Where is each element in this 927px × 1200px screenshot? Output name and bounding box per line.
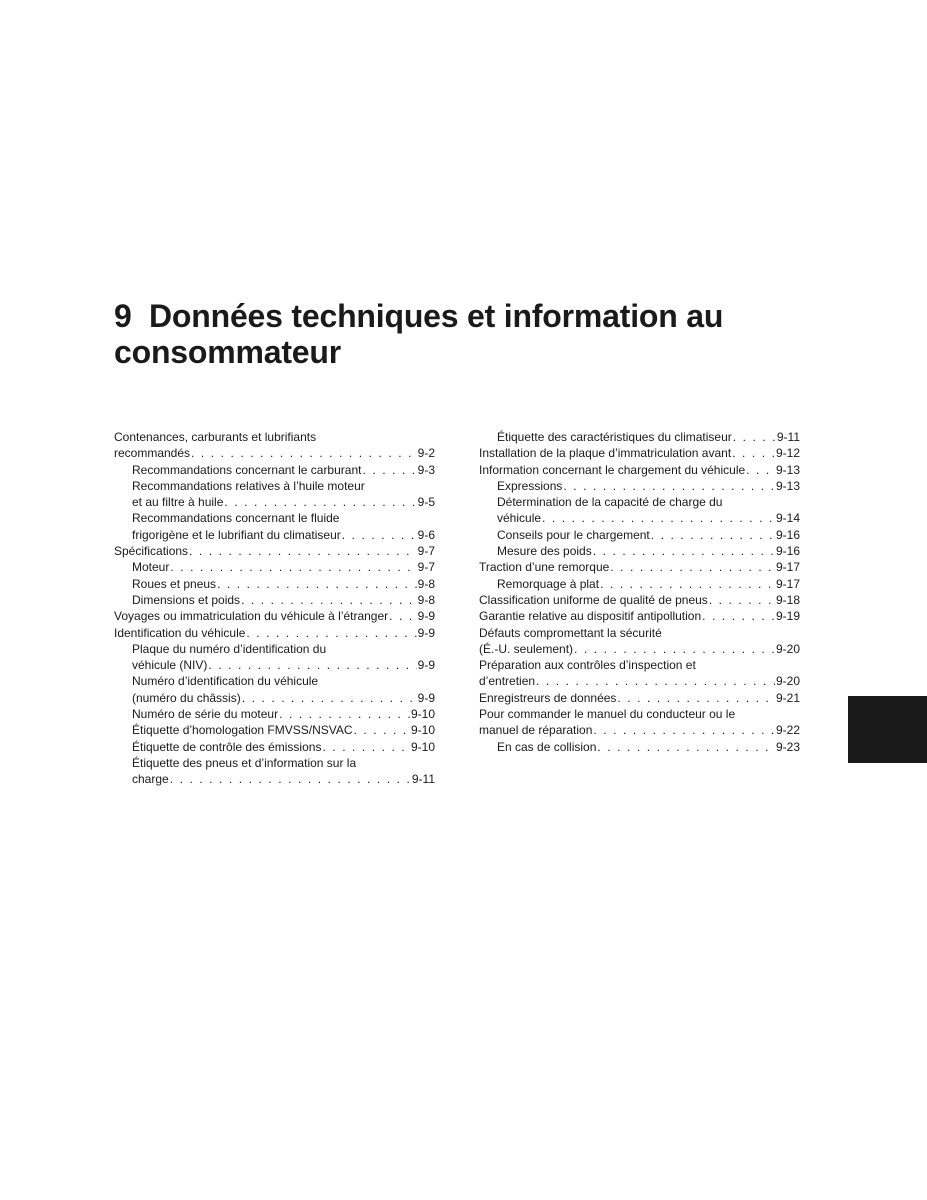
toc-entry-line bbox=[114, 625, 435, 641]
toc-entry-text: (numéro du châssis) bbox=[132, 690, 241, 705]
dot-leader bbox=[593, 543, 775, 559]
dot-leader bbox=[617, 690, 775, 706]
toc-entry[interactable] bbox=[114, 510, 435, 543]
toc-entry-line bbox=[479, 608, 800, 624]
toc-entry[interactable] bbox=[114, 608, 435, 624]
toc-page-number: 9-22 bbox=[775, 723, 800, 738]
toc-entry[interactable] bbox=[479, 462, 800, 478]
toc-entry-text: d’entretien bbox=[479, 674, 536, 689]
toc-entry[interactable] bbox=[479, 527, 800, 543]
toc-page-number: 9-9 bbox=[417, 625, 435, 640]
toc-entry-text: Roues et pneus bbox=[132, 576, 217, 591]
toc-entry-text: (É.-U. seulement) bbox=[479, 641, 574, 656]
toc-entry[interactable] bbox=[479, 445, 800, 461]
toc-entry-text: manuel de réparation bbox=[479, 723, 593, 738]
toc-entry-text: Identification du véhicule bbox=[114, 625, 246, 640]
dot-leader bbox=[354, 722, 410, 738]
toc-entry-text: Détermination de la capacité de charge du bbox=[497, 495, 723, 510]
dot-leader bbox=[709, 592, 775, 608]
toc-page-number: 9-13 bbox=[775, 462, 800, 477]
toc-page-number: 9-9 bbox=[417, 658, 435, 673]
toc-entry[interactable] bbox=[114, 673, 435, 706]
toc-entry[interactable] bbox=[479, 576, 800, 592]
toc-entry-line bbox=[497, 543, 800, 559]
toc-entry-line bbox=[132, 771, 435, 787]
dot-leader bbox=[610, 559, 775, 575]
toc-left-column bbox=[114, 429, 435, 788]
toc-entry[interactable] bbox=[479, 608, 800, 624]
toc-page-number: 9-6 bbox=[417, 527, 435, 542]
toc-entry[interactable] bbox=[114, 429, 435, 462]
toc-entry[interactable] bbox=[114, 559, 435, 575]
toc-entry-text: Installation de la plaque d’immatriculation avant bbox=[479, 446, 732, 461]
toc-entry-text: Étiquette des pneus et d’information sur la bbox=[132, 755, 357, 770]
toc-entry-text: véhicule (NIV) bbox=[132, 658, 208, 673]
dot-leader bbox=[733, 429, 776, 445]
toc-entry-line bbox=[132, 706, 435, 722]
toc-entry-line bbox=[497, 576, 800, 592]
toc-entry-text: Spécifications bbox=[114, 544, 189, 559]
dot-leader bbox=[597, 739, 775, 755]
toc-entry-text: Numéro de série du moteur bbox=[132, 707, 279, 722]
toc-entry[interactable] bbox=[479, 543, 800, 559]
dot-leader bbox=[563, 478, 775, 494]
toc-entry-text: Étiquette des caractéristiques du climatiseur bbox=[497, 430, 732, 444]
toc-page-number: 9-11 bbox=[411, 772, 435, 787]
chapter-thumb-tab bbox=[848, 696, 927, 763]
toc-page-number: 9-10 bbox=[410, 723, 435, 738]
toc-page-number: 9-20 bbox=[775, 641, 800, 656]
toc-entry[interactable] bbox=[114, 739, 435, 755]
toc-entry[interactable] bbox=[479, 592, 800, 608]
toc-entry-text: Étiquette de contrôle des émissions bbox=[132, 739, 322, 754]
toc-page-number: 9-8 bbox=[417, 576, 435, 591]
toc-page-number: 9-17 bbox=[775, 576, 800, 591]
toc-entry-line bbox=[114, 445, 435, 461]
toc-entry[interactable] bbox=[114, 755, 435, 788]
toc-entry-text: Préparation aux contrôles d’inspection et bbox=[479, 658, 696, 673]
toc-entry-line bbox=[479, 641, 800, 657]
chapter-title bbox=[114, 298, 814, 370]
toc-entry-text: charge bbox=[132, 772, 169, 787]
toc-entry-line bbox=[132, 657, 435, 673]
toc-entry-line bbox=[497, 739, 800, 755]
toc-entry-line bbox=[114, 608, 435, 624]
toc-entry[interactable] bbox=[114, 462, 435, 478]
toc-page-number: 9-17 bbox=[775, 560, 800, 575]
toc-entry-line bbox=[479, 673, 800, 689]
toc-page-number: 9-21 bbox=[775, 690, 800, 705]
toc-page-number: 9-20 bbox=[775, 674, 800, 689]
toc-page-number: 9-9 bbox=[417, 690, 435, 705]
dot-leader bbox=[208, 657, 416, 673]
toc-page-number: 9-8 bbox=[417, 592, 435, 607]
toc-entry-text: Moteur bbox=[132, 560, 170, 575]
toc-entry-text: Plaque du numéro d’identification du bbox=[132, 641, 327, 656]
dot-leader bbox=[191, 445, 417, 461]
toc-entry[interactable] bbox=[479, 739, 800, 755]
toc-entry[interactable] bbox=[479, 559, 800, 575]
toc-entry-text: Remorquage à plat bbox=[497, 576, 600, 591]
toc-page-number: 9-3 bbox=[417, 462, 435, 477]
toc-page-number: 9-12 bbox=[775, 446, 800, 461]
toc-page-number: 9-16 bbox=[775, 527, 800, 542]
toc-entry[interactable] bbox=[114, 722, 435, 738]
toc-entry-line bbox=[479, 722, 800, 738]
dot-leader bbox=[217, 576, 417, 592]
dot-leader bbox=[536, 673, 775, 689]
toc-entry-line bbox=[132, 527, 435, 543]
toc-entry[interactable] bbox=[479, 690, 800, 706]
toc-entry[interactable] bbox=[114, 641, 435, 674]
toc-entry-text: Enregistreurs de données bbox=[479, 690, 617, 705]
toc-entry-line bbox=[497, 527, 800, 543]
dot-leader bbox=[746, 462, 775, 478]
toc-entry-text: Étiquette d’homologation FMVSS/NSVAC bbox=[132, 723, 353, 738]
toc-entry-text: véhicule bbox=[497, 511, 542, 526]
toc-page-number: 9-13 bbox=[775, 478, 800, 493]
toc-entry-text: Information concernant le chargement du véhicule bbox=[479, 462, 746, 477]
toc-entry[interactable] bbox=[114, 478, 435, 511]
toc-entry[interactable] bbox=[114, 592, 435, 608]
toc-page-number: 9-7 bbox=[417, 560, 435, 575]
toc-page-number: 9-18 bbox=[775, 592, 800, 607]
toc-page-number: 9-7 bbox=[417, 544, 435, 559]
toc-entry-line bbox=[479, 445, 800, 461]
toc-entry-text: Classification uniforme de qualité de pneus bbox=[479, 592, 708, 607]
toc-entry-line bbox=[479, 690, 800, 706]
toc-entry-text: Expressions bbox=[497, 478, 563, 493]
dot-leader bbox=[279, 706, 410, 722]
dot-leader bbox=[246, 625, 416, 641]
dot-leader bbox=[342, 527, 417, 543]
chapter-title-line-2: consommateur bbox=[114, 334, 341, 370]
toc-page-number: 9-10 bbox=[410, 707, 435, 722]
toc-entry-line bbox=[132, 690, 435, 706]
dot-leader bbox=[574, 641, 775, 657]
toc-entry-line bbox=[114, 543, 435, 559]
dot-leader bbox=[189, 543, 417, 559]
dot-leader bbox=[389, 608, 417, 624]
chapter-title-text: Données techniques et information au bbox=[149, 298, 724, 334]
chapter-title-line-1 bbox=[114, 298, 814, 334]
toc-entry-line bbox=[132, 494, 435, 510]
toc-entry-text: En cas de collision bbox=[497, 739, 597, 754]
toc-right-column bbox=[479, 429, 800, 755]
toc-entry-text: Recommandations concernant le fluide bbox=[132, 511, 340, 526]
toc-page-number: 9-5 bbox=[417, 495, 435, 510]
dot-leader bbox=[593, 722, 775, 738]
dot-leader bbox=[170, 559, 416, 575]
toc-entry-text: Numéro d’identification du véhicule bbox=[132, 674, 319, 689]
toc-entry-line bbox=[132, 739, 435, 755]
dot-leader bbox=[224, 494, 416, 510]
toc-entry[interactable] bbox=[114, 576, 435, 592]
toc-entry-line bbox=[497, 478, 800, 494]
toc-entry[interactable] bbox=[479, 657, 800, 690]
toc-entry[interactable] bbox=[114, 706, 435, 722]
toc-entry-line bbox=[497, 429, 800, 445]
dot-leader bbox=[362, 462, 416, 478]
toc-entry-text: Mesure des poids bbox=[497, 544, 592, 559]
toc-entry-line bbox=[479, 592, 800, 608]
toc-entry-line bbox=[132, 722, 435, 738]
toc-page-number: 9-2 bbox=[417, 446, 435, 461]
toc-entry-line bbox=[132, 592, 435, 608]
toc-entry[interactable] bbox=[479, 625, 800, 658]
toc-page-number: 9-11 bbox=[776, 430, 800, 444]
toc-entry-text: Voyages ou immatriculation du véhicule à l’étranger bbox=[114, 609, 389, 624]
toc-page-number: 9-19 bbox=[775, 609, 800, 624]
toc-entry-text: Dimensions et poids bbox=[132, 592, 241, 607]
toc-entry-text: Recommandations relatives à l’huile moteur bbox=[132, 478, 365, 493]
chapter-number: 9 bbox=[114, 298, 132, 334]
dot-leader bbox=[600, 576, 775, 592]
toc-page-number: 9-10 bbox=[410, 739, 435, 754]
toc-page-number: 9-16 bbox=[775, 544, 800, 559]
toc-entry-text: Défauts compromettant la sécurité bbox=[479, 625, 662, 640]
toc-entry-text: Recommandations concernant le carburant bbox=[132, 462, 362, 477]
toc-page-number: 9-14 bbox=[775, 511, 800, 526]
dot-leader bbox=[702, 608, 775, 624]
dot-leader bbox=[651, 527, 775, 543]
dot-leader bbox=[241, 592, 417, 608]
toc-entry[interactable] bbox=[114, 543, 435, 559]
toc-entry-text: recommandés bbox=[114, 446, 191, 461]
toc-entry[interactable] bbox=[479, 706, 800, 739]
toc-entry-line bbox=[479, 559, 800, 575]
toc-entry-text: Conseils pour le chargement bbox=[497, 527, 650, 542]
toc-entry-text: et au filtre à huile bbox=[132, 495, 224, 510]
toc-entry-text: Pour commander le manuel du conducteur ou le bbox=[479, 707, 736, 722]
toc-entry-line bbox=[479, 462, 800, 478]
toc-entry[interactable] bbox=[114, 625, 435, 641]
toc-entry-text: Contenances, carburants et lubrifiants bbox=[114, 430, 317, 444]
toc-entry[interactable] bbox=[479, 429, 800, 445]
toc-entry-line bbox=[132, 462, 435, 478]
toc-entry-line bbox=[132, 559, 435, 575]
toc-entry[interactable] bbox=[479, 494, 800, 527]
dot-leader bbox=[732, 445, 775, 461]
dot-leader bbox=[242, 690, 417, 706]
dot-leader bbox=[542, 510, 775, 526]
dot-leader bbox=[322, 739, 410, 755]
toc-entry-text: frigorigène et le lubrifiant du climatiseur bbox=[132, 527, 341, 542]
toc-entry-text: Garantie relative au dispositif antipollution bbox=[479, 609, 702, 624]
toc-page-number: 9-9 bbox=[417, 609, 435, 624]
toc-entry-line bbox=[132, 576, 435, 592]
toc-page-number: 9-23 bbox=[775, 739, 800, 754]
toc-entry[interactable] bbox=[479, 478, 800, 494]
dot-leader bbox=[170, 771, 411, 787]
toc-entry-line bbox=[497, 510, 800, 526]
toc-entry-text: Traction d’une remorque bbox=[479, 560, 610, 575]
